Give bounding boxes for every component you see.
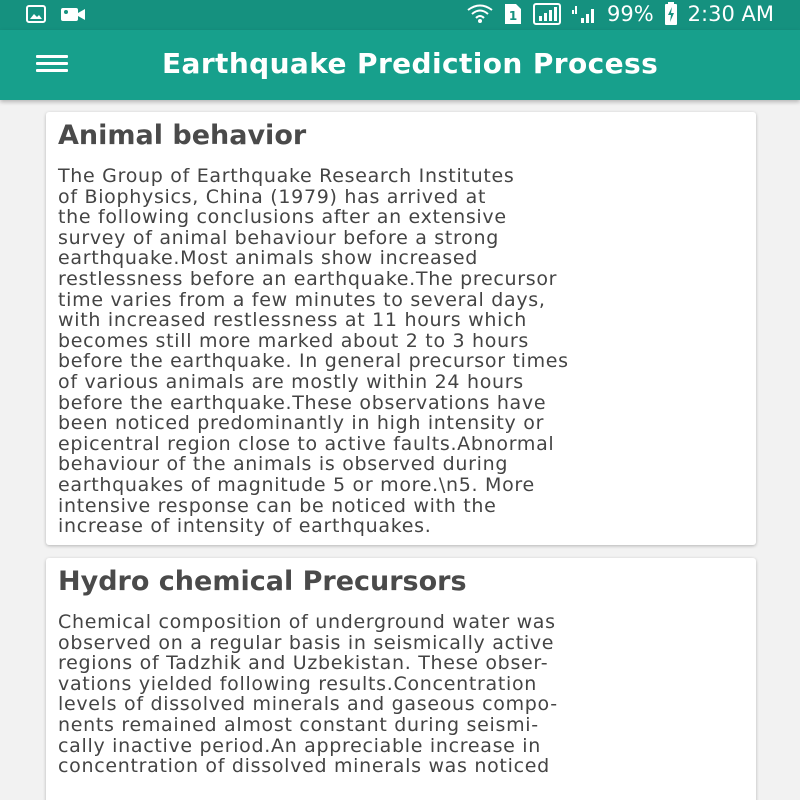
- battery-percent: 99%: [606, 2, 654, 26]
- card-animal-behavior: [46, 112, 756, 545]
- status-time: 2:30 AM: [687, 2, 774, 26]
- status-left-icons: [26, 5, 86, 23]
- cell-signal-icon: [571, 4, 597, 24]
- hamburger-menu-icon[interactable]: [36, 55, 70, 75]
- card-body-text: The Group of Earthquake Research Institutes of Biophysics, China (1979) has arrived at the following conclusions after an extensive survey of animal behaviour before a strong earthquake.Most animals show increased restlessness before an earthquake.The precursor time varies from a few minutes to several days, with increased restlessness at 11 hours which becomes still more marked about 2 to 3 hours before the earthquake. In general precursor times of various animals are mostly within 24 hours before the earthquake.These observations have been noticed predominantly in high intensity or epicentral region close to active faults.Abnormal behaviour of the animals is observed during earthquakes of magnitude 5 or more.\n5. More intensive response can be noticed with the increase of intensity of earthquakes.: [58, 165, 569, 538]
- status-right-area: [467, 2, 774, 26]
- card-hydro-chemical-precursors: [46, 558, 756, 800]
- status-bar: [0, 0, 800, 30]
- sim-icon: [503, 3, 523, 25]
- card-title: Hydro chemical Precursors: [58, 566, 467, 597]
- svg-text:1: 1: [508, 9, 518, 23]
- wifi-icon: [467, 4, 493, 24]
- gallery-icon: [26, 5, 46, 23]
- data-signal-icon: [533, 3, 561, 25]
- card-title: Animal behavior: [58, 120, 307, 151]
- app-bar: [0, 30, 800, 100]
- page-title: Earthquake Prediction Process: [162, 47, 659, 80]
- card-body-text: Chemical composition of underground water was observed on a regular basis in seismically active regions of Tadzhik and Uzbekistan. These obser- vations yielded following results.Concentration levels of dissolved minerals and gaseous compo- nents remained almost constant during seismi- cally inactive period.An appreciable increase in concentration of dissolved minerals was noticed: [58, 611, 558, 778]
- content-scroll-area[interactable]: [0, 100, 800, 800]
- battery-charging-icon: [664, 2, 678, 26]
- video-icon: [60, 5, 86, 23]
